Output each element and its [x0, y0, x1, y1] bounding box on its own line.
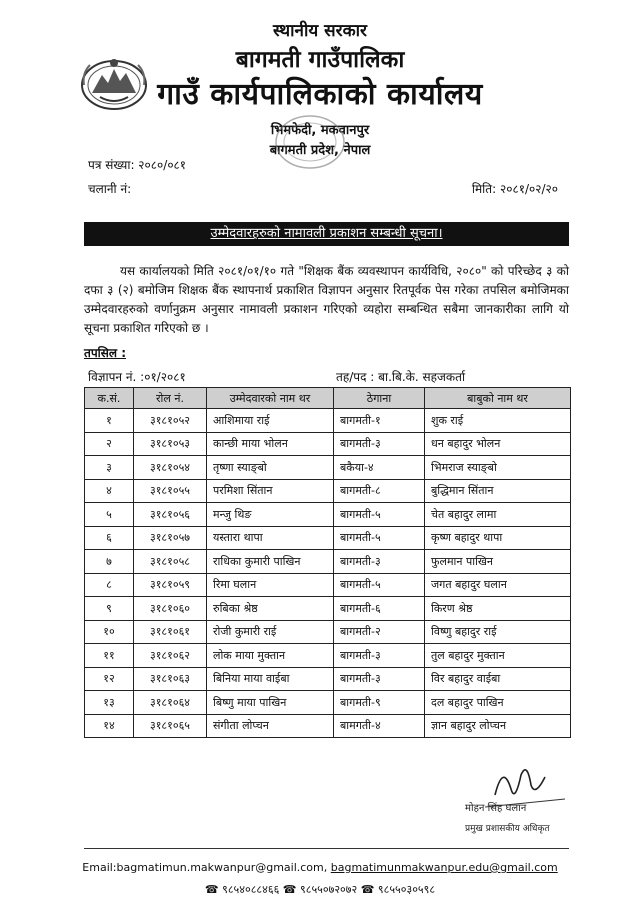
dispatch-number: चलानी नं: — [88, 182, 132, 196]
cell-roll: ३१८१०५४ — [134, 456, 207, 480]
cell-candidate-name: संगीता लोप्चन — [207, 714, 334, 738]
cell-address: बागमती-५ — [334, 503, 425, 527]
table-header-row — [85, 388, 571, 409]
cell-candidate-name: तृष्णा स्याङ्बो — [207, 456, 334, 480]
notice-body-text: यस कार्यालयको मिति २०८१/०१/१० गते "शिक्षक बैंक व्यवस्थापन कार्यविधि, २०८०" को परिच्छेद ३ को दफा ३ (२) बमोजिम शिक्षक बैंक स्थापनार्थ प्रकाशित विज्ञापन अनुसार रितपूर्वक पेस गरेका तपसिल बमोजिमका उम्मेदवारहरुको वर्णानुक्रम अनुसार नामावली प्रकाशन गरिएको व्यहोरा सम्बन्धित सबैमा जानकारीका लागि यो सूचना प्रकाशित गरिएको छ । — [84, 264, 569, 335]
table-row — [85, 456, 571, 480]
cell-father-name: किरण श्रेष्ठ — [425, 597, 571, 621]
cell-roll: ३१८१०५७ — [134, 526, 207, 550]
table-row — [85, 573, 571, 597]
column-header-roll: रोल नं. — [134, 388, 207, 409]
cell-sn: ४ — [85, 479, 134, 503]
signature-mark — [455, 755, 585, 840]
table-row — [85, 691, 571, 715]
cell-father-name: तुल बहादुर मुक्तान — [425, 644, 571, 668]
cell-sn: १ — [85, 409, 134, 433]
cell-roll: ३१८१०६५ — [134, 714, 207, 738]
cell-address: बागमती-५ — [334, 526, 425, 550]
cell-roll: ३१८१०५६ — [134, 503, 207, 527]
cell-address: बागमती-८ — [334, 479, 425, 503]
cell-candidate-name: रिमा घलान — [207, 573, 334, 597]
cell-candidate-name: आशिमाया राई — [207, 409, 334, 433]
letter-reference-number: पत्र संख्या: २०८०/०८१ — [88, 158, 187, 172]
cell-address: बागमती-३ — [334, 667, 425, 691]
email-label: Email: — [82, 861, 117, 874]
post-level: तह/पद : बा.बि.के. सहजकर्ता — [336, 370, 466, 384]
cell-roll: ३१८१०६० — [134, 597, 207, 621]
cell-sn: ७ — [85, 550, 134, 574]
table-row — [85, 597, 571, 621]
cell-candidate-name: परमिशा सिंतान — [207, 479, 334, 503]
cell-candidate-name: रुबिका श्रेष्ठ — [207, 597, 334, 621]
cell-address: बामगती-४ — [334, 714, 425, 738]
header-local-government: स्थानीय सरकार — [272, 21, 367, 41]
cell-candidate-name: मन्जु थिङ — [207, 503, 334, 527]
cell-sn: ८ — [85, 573, 134, 597]
cell-candidate-name: यस्तारा थापा — [207, 526, 334, 550]
cell-sn: ६ — [85, 526, 134, 550]
notice-title: उम्मेदवारहरुको नामावली प्रकाशन सम्बन्धी सूचना। — [210, 226, 443, 241]
column-header-sn: क.सं. — [85, 388, 134, 409]
cell-father-name: चेत बहादुर लामा — [425, 503, 571, 527]
cell-father-name: विर बहादुर वाईबा — [425, 667, 571, 691]
cell-roll: ३१८१०६३ — [134, 667, 207, 691]
details-heading: तपसिल : — [84, 346, 126, 360]
cell-sn: १४ — [85, 714, 134, 738]
footer-email-line — [0, 861, 640, 874]
signatory-name: मोहन सिंह घलान — [465, 803, 527, 814]
table-row — [85, 479, 571, 503]
candidate-table — [84, 387, 571, 738]
cell-candidate-name: कान्छी माया भोलन — [207, 432, 334, 456]
cell-father-name: दल बहादुर पाखिन — [425, 691, 571, 715]
cell-sn: १२ — [85, 667, 134, 691]
cell-candidate-name: लोक माया मुक्तान — [207, 644, 334, 668]
cell-candidate-name: बिष्णु माया पाखिन — [207, 691, 334, 715]
cell-father-name: जगत बहादुर घलान — [425, 573, 571, 597]
office-seal-stamp-icon — [262, 112, 382, 174]
cell-sn: ११ — [85, 644, 134, 668]
cell-father-name: कृष्ण बहादुर थापा — [425, 526, 571, 550]
cell-father-name: विष्णु बहादुर राई — [425, 620, 571, 644]
cell-father-name: ज्ञान बहादुर लोप्चन — [425, 714, 571, 738]
cell-address: बागमती-५ — [334, 573, 425, 597]
cell-roll: ३१८१०६४ — [134, 691, 207, 715]
cell-roll: ३१८१०५३ — [134, 432, 207, 456]
email-link-1[interactable]: bagmatimun.makwanpur@gmail.com, — [116, 861, 328, 874]
cell-roll: ३१८१०६२ — [134, 644, 207, 668]
cell-candidate-name: रोजी कुमारी राई — [207, 620, 334, 644]
cell-father-name: धन बहादुर भोलन — [425, 432, 571, 456]
cell-sn: १३ — [85, 691, 134, 715]
cell-address: बागमती-३ — [334, 644, 425, 668]
cell-address: बागमती-३ — [334, 432, 425, 456]
footer-phone-numbers: ☎ ९८५४०८८४६६ ☎ ९८५५०७२०७२ ☎ ९८५५०३०५९८ — [204, 883, 436, 896]
signatory-title: प्रमुख प्रशासकीय अधिकृत — [465, 824, 550, 834]
cell-address: बागमती-६ — [334, 597, 425, 621]
header-address-line: भिमफेदी, मकवानपुर — [270, 123, 370, 138]
advertisement-number: विज्ञापन नं. :०१/२०८१ — [88, 370, 186, 384]
cell-roll: ३१८१०६१ — [134, 620, 207, 644]
table-row — [85, 503, 571, 527]
cell-sn: ५ — [85, 503, 134, 527]
cell-sn: २ — [85, 432, 134, 456]
column-header-address: ठेगाना — [334, 388, 425, 409]
cell-father-name: बुद्धिमान सिंतान — [425, 479, 571, 503]
table-row — [85, 409, 571, 433]
header-province-line: बागमती प्रदेश, नेपाल — [269, 143, 371, 158]
header-municipality-name: बागमती गाउँपालिका — [235, 47, 405, 73]
table-row — [85, 526, 571, 550]
cell-roll: ३१८१०५८ — [134, 550, 207, 574]
cell-address: बागमती-१ — [334, 409, 425, 433]
cell-sn: १० — [85, 620, 134, 644]
cell-sn: ९ — [85, 597, 134, 621]
table-row — [85, 644, 571, 668]
cell-candidate-name: बिनिया माया वाईबा — [207, 667, 334, 691]
cell-father-name: शुक राई — [425, 409, 571, 433]
cell-roll: ३१८१०५५ — [134, 479, 207, 503]
cell-candidate-name: राधिका कुमारी पाखिन — [207, 550, 334, 574]
header-office-name: गाउँ कार्यपालिकाको कार्यालय — [157, 77, 483, 112]
column-header-father-name: बाबुको नाम थर — [425, 388, 571, 409]
cell-sn: ३ — [85, 456, 134, 480]
cell-roll: ३१८१०५९ — [134, 573, 207, 597]
cell-father-name: फुलमान पाखिन — [425, 550, 571, 574]
column-header-candidate-name: उम्मेदवारको नाम थर — [207, 388, 334, 409]
cell-address: बकैया-४ — [334, 456, 425, 480]
table-row — [85, 550, 571, 574]
table-row — [85, 667, 571, 691]
cell-address: बागमती-३ — [334, 550, 425, 574]
footer-divider — [84, 848, 569, 849]
table-row — [85, 620, 571, 644]
cell-address: बागमती-९ — [334, 691, 425, 715]
email-link-2[interactable]: bagmatimunmakwanpur.edu@gmail.com — [330, 861, 558, 874]
notice-title-banner — [84, 222, 569, 246]
table-row — [85, 432, 571, 456]
cell-roll: ३१८१०५२ — [134, 409, 207, 433]
cell-address: बागमती-२ — [334, 620, 425, 644]
cell-father-name: भिमराज स्याङ्बो — [425, 456, 571, 480]
table-row — [85, 714, 571, 738]
letter-date: मिति: २०८१/०२/२० — [471, 182, 558, 196]
